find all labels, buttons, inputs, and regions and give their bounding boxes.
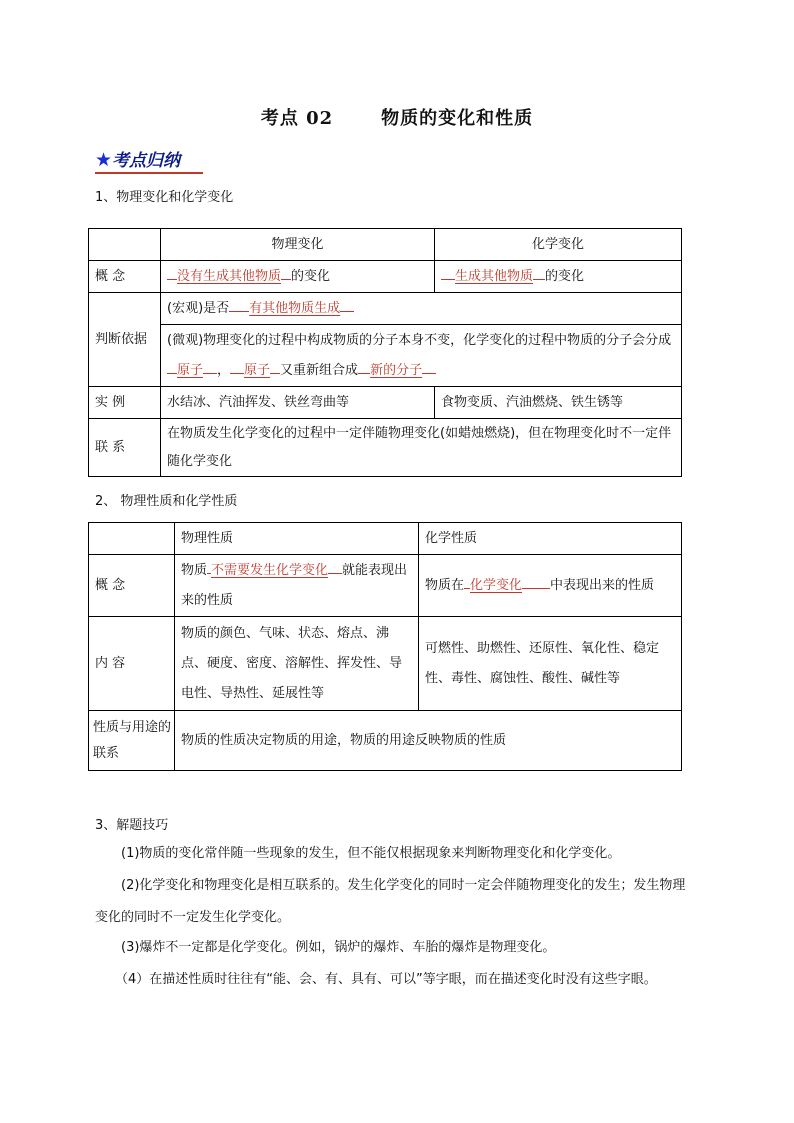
header-physical-change: 物理变化 [161,229,435,261]
blank-answer: 化学变化 [470,577,523,593]
content-chemical: 可燃性、助燃性、还原性、氧化性、稳定性、毒性、腐蚀性、酸性、碱性等 [419,617,682,711]
title-topic-name: 物质的变化和性质 [381,108,534,129]
blank-answer: 原子 [244,362,271,378]
concept-prefix: 物质在 [425,577,465,593]
basis-micro [161,325,682,387]
use-relation-text: 物质的性质决定物质的用途，物质的用途反映物质的性质 [175,711,682,771]
concept-physical-property [175,555,419,617]
concept-chemical-rest: 的变化 [545,268,585,284]
star-icon: ★ [95,149,113,171]
table-row [89,711,682,771]
table-row [89,261,682,293]
basis-macro [161,293,682,325]
concept-chemical-property [419,555,682,617]
section1-heading: 1、物理变化和化学变化 [95,190,234,205]
content-physical: 物质的颜色、气味、状态、熔点、沸点、硬度、密度、溶解性、挥发性、导电性、导热性、延展性等 [175,617,419,711]
row-label-content: 内 容 [89,617,175,711]
section-banner [95,146,205,172]
table-row [89,617,682,711]
row-label-concept: 概 念 [89,555,175,617]
tip-item: (1)物质的变化常伴随一些现象的发生，但不能仅根据现象来判断物理变化和化学变化。 [121,846,621,861]
blank-answer: 新的分子 [370,362,423,378]
banner-text: 考点归纳 [112,151,181,171]
table-row [89,419,682,477]
basis-macro-prefix: (宏观)是否 [167,300,230,316]
change-table [88,228,682,477]
blank-answer: 生成其他物质 [455,268,534,284]
header-chemical-property: 化学性质 [419,523,682,555]
basis-micro-mid: 又重新组合成 [280,362,359,378]
banner-underline [95,172,203,174]
separator: ， [217,362,231,378]
row-label-example: 实 例 [89,387,161,419]
example-chemical: 食物变质、汽油燃烧、铁生锈等 [435,387,682,419]
row-label-use: 性质与用途的联系 [89,711,175,771]
blank-answer: 没有生成其他物质 [177,268,282,284]
table-row [89,229,682,261]
tip-item: （4）在描述性质时往往有“能、会、有、具有、可以”等字眼，而在描述变化时没有这些字眼。 [115,972,657,987]
blank-answer: 原子 [177,362,204,378]
concept-prefix: 物质 [181,562,208,578]
concept-rest: 就能表现出来的性质 [181,562,408,608]
row-label-concept: 概 念 [89,261,161,293]
table-row [89,325,682,387]
page-title [0,104,794,130]
example-physical: 水结冰、汽油挥发、铁丝弯曲等 [161,387,435,419]
table-row [89,387,682,419]
table-corner-cell [89,229,161,261]
concept-chemical [435,261,682,293]
basis-micro-text: (微观)物理变化的过程中构成物质的分子本身不变，化学变化的过程中物质的分子会分成 [167,332,672,348]
table-corner-cell [89,523,175,555]
header-chemical-change: 化学变化 [435,229,682,261]
section2-heading: 2、 物理性质和化学性质 [95,494,238,509]
concept-physical-rest: 的变化 [291,268,331,284]
blank-answer: 有其他物质生成 [249,300,341,316]
concept-rest: 中表现出来的性质 [550,577,655,593]
title-topic-number: 考点 02 [260,108,334,129]
property-table [88,522,682,771]
relation-text: 在物质发生化学变化的过程中一定伴随物理变化(如蜡烛燃烧)，但在物理变化时不一定伴随化学变化 [161,419,682,477]
table-row [89,555,682,617]
section3-heading: 3、解题技巧 [95,818,169,833]
table-row [89,523,682,555]
tip-item: (2)化学变化和物理变化是相互联系的。发生化学变化的同时一定会伴随物理变化的发生；发生物理变化的同时不一定发生化学变化。 [95,878,686,925]
header-physical-property: 物理性质 [175,523,419,555]
tip-item: (3)爆炸不一定都是化学变化。例如，锅炉的爆炸、车胎的爆炸是物理变化。 [121,940,556,955]
row-label-relation: 联 系 [89,419,161,477]
table-row [89,293,682,325]
concept-physical [161,261,435,293]
row-label-basis: 判断依据 [89,293,161,387]
blank-answer: 不需要发生化学变化 [211,562,329,578]
